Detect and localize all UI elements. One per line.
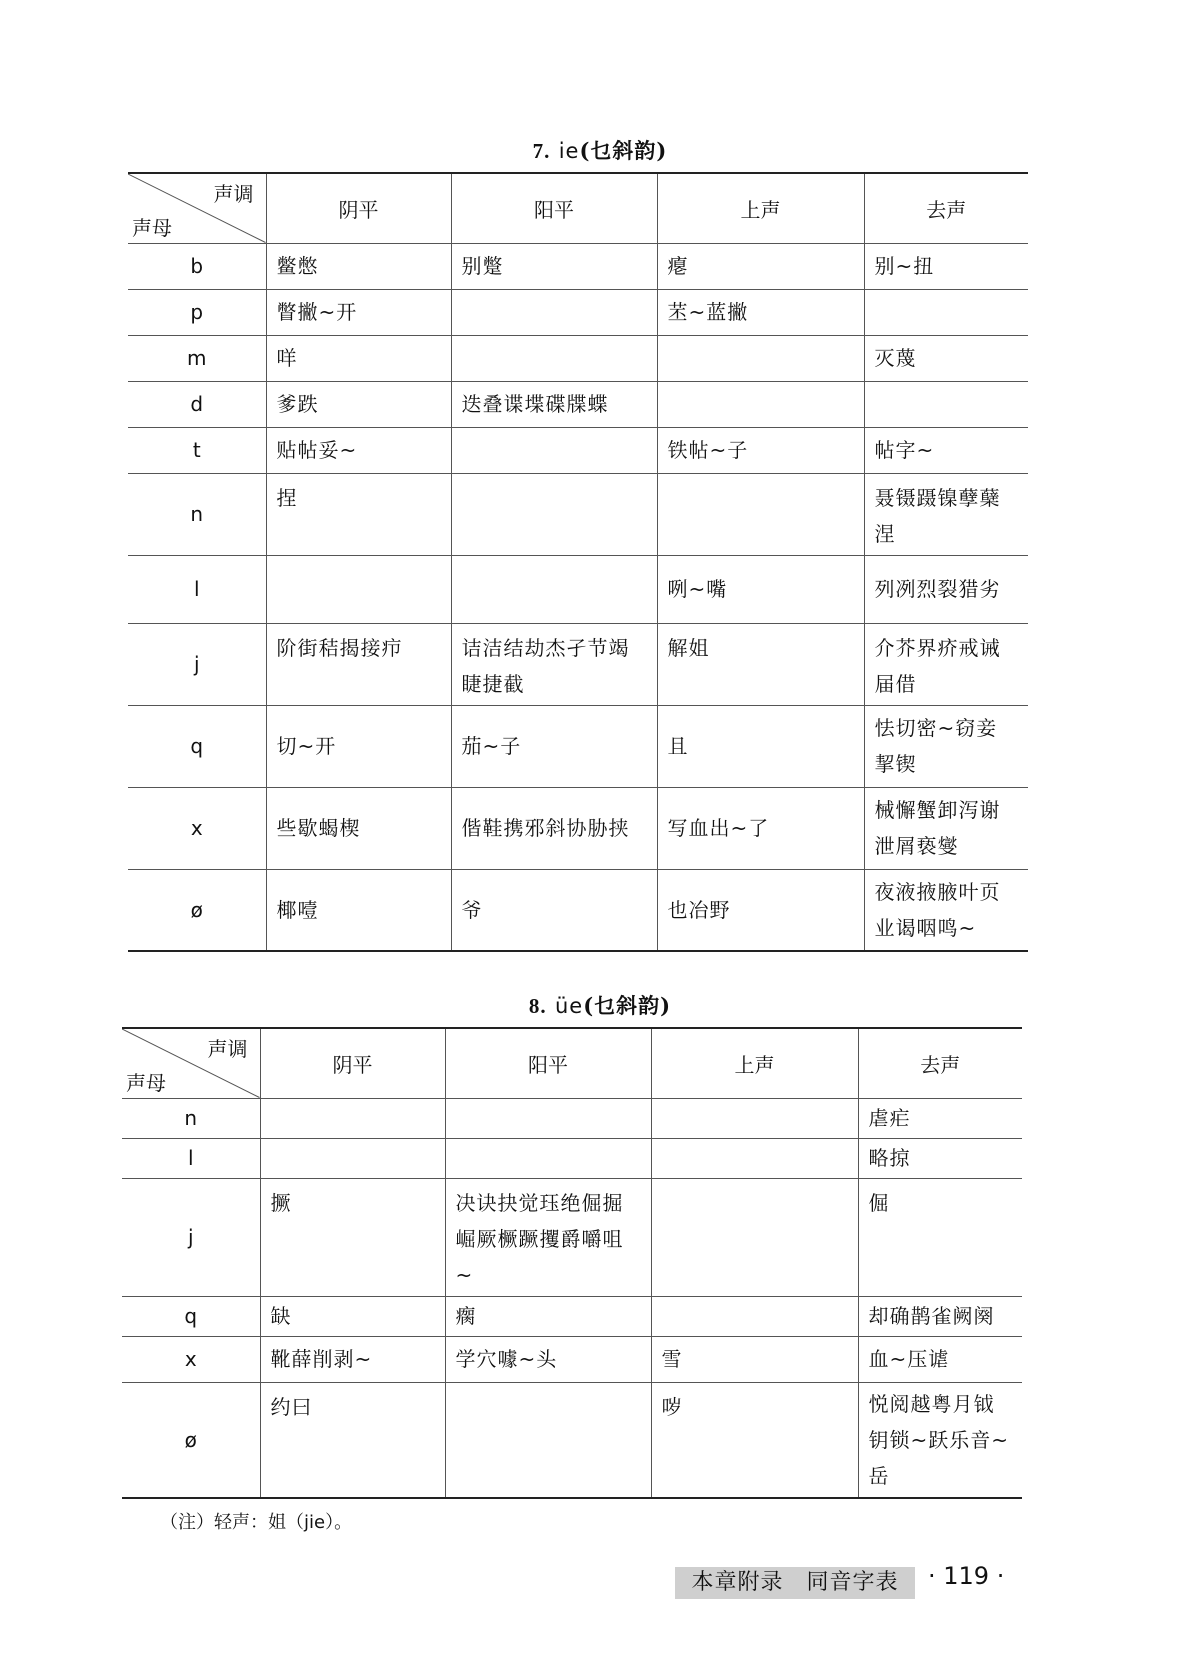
table-row (128, 289, 1028, 335)
table-row (122, 1138, 1022, 1178)
initial-cell: j (128, 623, 266, 705)
table-row (128, 335, 1028, 381)
char-cell (260, 1138, 445, 1178)
char-cell: 灭蔑 (864, 335, 1028, 381)
char-cell: 捏 (266, 473, 451, 555)
char-cell (651, 1296, 858, 1336)
char-cell: 缺 (260, 1296, 445, 1336)
char-cell (864, 289, 1028, 335)
char-cell: 撅 (260, 1178, 445, 1296)
char-cell: 悦阅越粤月钺钥锁~跃乐音~岳 (858, 1382, 1022, 1498)
initial-cell: j (122, 1178, 260, 1296)
char-cell: 帖字~ (864, 427, 1028, 473)
table-number: 7. (532, 139, 551, 163)
char-cell: 解姐 (657, 623, 864, 705)
header-corner (128, 173, 266, 243)
header-row (128, 173, 1028, 243)
initial-cell: x (128, 787, 266, 869)
char-cell: 靴薛削剥~ (260, 1336, 445, 1382)
table-suffix: (乜斜韵) (583, 993, 672, 1018)
tone-label: 声调 (207, 1037, 248, 1061)
char-cell: 爹跌 (266, 381, 451, 427)
char-cell: 鳖憋 (266, 243, 451, 289)
char-cell: 些歇蝎楔 (266, 787, 451, 869)
char-cell: 瞥撇~开 (266, 289, 451, 335)
char-cell (451, 555, 657, 623)
initial-cell: b (128, 243, 266, 289)
initial-cell: n (128, 473, 266, 555)
table-row (122, 1098, 1022, 1138)
header-yinping: 阴平 (260, 1028, 445, 1098)
char-cell: 介芥界疥戒诫届借 (864, 623, 1028, 705)
char-cell: 虐疟 (858, 1098, 1022, 1138)
char-cell: 瘪 (657, 243, 864, 289)
table-row (128, 555, 1028, 623)
char-cell: 雪 (651, 1336, 858, 1382)
char-cell: 决诀抉觉珏绝倔掘崛厥橛蹶攫爵嚼咀~ (445, 1178, 651, 1296)
initial-cell: m (128, 335, 266, 381)
initial-cell: p (128, 289, 266, 335)
initial-cell: ø (122, 1382, 260, 1498)
char-cell: 却确鹊雀阙阕 (858, 1296, 1022, 1336)
header-corner (122, 1028, 260, 1098)
initial-label: 声母 (132, 215, 172, 240)
initial-cell: ø (128, 869, 266, 951)
footnote: （注）轻声：姐（jie）。 (160, 1512, 353, 1533)
char-cell: 也冶野 (657, 869, 864, 951)
char-cell: 铁帖~子 (657, 427, 864, 473)
char-cell (451, 289, 657, 335)
char-cell: 别~扭 (864, 243, 1028, 289)
char-cell: 诘洁结劫杰孑节竭睫捷截 (451, 623, 657, 705)
header-yinping: 阴平 (266, 173, 451, 243)
char-cell (451, 335, 657, 381)
table-row (128, 381, 1028, 427)
char-cell: 怯切密~窃妾挈锲 (864, 705, 1028, 787)
header-shangsheng: 上声 (657, 173, 864, 243)
char-cell: 爷 (451, 869, 657, 951)
char-cell: 列冽烈裂猎劣 (864, 555, 1028, 623)
char-cell: 贴帖妥~ (266, 427, 451, 473)
header-qusheng: 去声 (864, 173, 1028, 243)
char-cell (651, 1098, 858, 1138)
table-final: ie (558, 139, 580, 163)
char-cell: 瘸 (445, 1296, 651, 1336)
char-cell: 咧~嘴 (657, 555, 864, 623)
table-row (128, 705, 1028, 787)
initial-label: 声母 (126, 1070, 166, 1095)
initial-cell: q (128, 705, 266, 787)
char-cell (445, 1098, 651, 1138)
char-cell: 茄~子 (451, 705, 657, 787)
table-ue (122, 1027, 1022, 1499)
initial-cell: x (122, 1336, 260, 1382)
char-cell: 且 (657, 705, 864, 787)
header-qusheng: 去声 (858, 1028, 1022, 1098)
char-cell (445, 1382, 651, 1498)
table-row (128, 243, 1028, 289)
table-row (128, 427, 1028, 473)
char-cell: 迭叠谍堞碟牒蝶 (451, 381, 657, 427)
char-cell: 聂镊蹑镍孽蘖涅 (864, 473, 1028, 555)
table-final: üe (554, 994, 584, 1018)
initial-cell: q (122, 1296, 260, 1336)
char-cell: 械懈蟹卸泻谢泄屑亵燮 (864, 787, 1028, 869)
char-cell: 咩 (266, 335, 451, 381)
table-number: 8. (528, 994, 547, 1018)
header-shangsheng: 上声 (651, 1028, 858, 1098)
header-yangping: 阳平 (445, 1028, 651, 1098)
table-ie (128, 172, 1028, 952)
char-cell: 夜液掖腋叶页业谒咽鸣~ (864, 869, 1028, 951)
char-cell (260, 1098, 445, 1138)
char-cell: 约曰 (260, 1382, 445, 1498)
section-label: 本章附录 同音字表 (675, 1567, 915, 1599)
char-cell (451, 473, 657, 555)
char-cell: 椰噎 (266, 869, 451, 951)
initial-cell: n (122, 1098, 260, 1138)
initial-cell: t (128, 427, 266, 473)
char-cell: 学穴噱~头 (445, 1336, 651, 1382)
table-row (128, 623, 1028, 705)
header-row (122, 1028, 1022, 1098)
char-cell: 倔 (858, 1178, 1022, 1296)
char-cell: 写血出~了 (657, 787, 864, 869)
table-row (122, 1178, 1022, 1296)
page-number: · 119 · (928, 1562, 1005, 1590)
char-cell (651, 1178, 858, 1296)
table-row (122, 1382, 1022, 1498)
char-cell: 哕 (651, 1382, 858, 1498)
char-cell: 阶街秸揭接疖 (266, 623, 451, 705)
char-cell (864, 381, 1028, 427)
char-cell (657, 381, 864, 427)
table-row (122, 1296, 1022, 1336)
char-cell: 偕鞋携邪斜协胁挟 (451, 787, 657, 869)
table-row (122, 1336, 1022, 1382)
initial-cell: l (122, 1138, 260, 1178)
char-cell (651, 1138, 858, 1178)
char-cell: 别蹩 (451, 243, 657, 289)
initial-cell: d (128, 381, 266, 427)
char-cell: 血~压谑 (858, 1336, 1022, 1382)
initial-cell: l (128, 555, 266, 623)
char-cell: 略掠 (858, 1138, 1022, 1178)
char-cell (657, 473, 864, 555)
table-suffix: (乜斜韵) (579, 138, 668, 163)
char-cell: 苤~蓝撇 (657, 289, 864, 335)
table-row (128, 869, 1028, 951)
table-title-ie (0, 135, 1200, 165)
char-cell: 切~开 (266, 705, 451, 787)
table-row (128, 473, 1028, 555)
table-title-ue (0, 990, 1200, 1020)
char-cell (451, 427, 657, 473)
header-yangping: 阳平 (451, 173, 657, 243)
tone-label: 声调 (213, 182, 254, 206)
table-row (128, 787, 1028, 869)
char-cell (657, 335, 864, 381)
char-cell (445, 1138, 651, 1178)
char-cell (266, 555, 451, 623)
